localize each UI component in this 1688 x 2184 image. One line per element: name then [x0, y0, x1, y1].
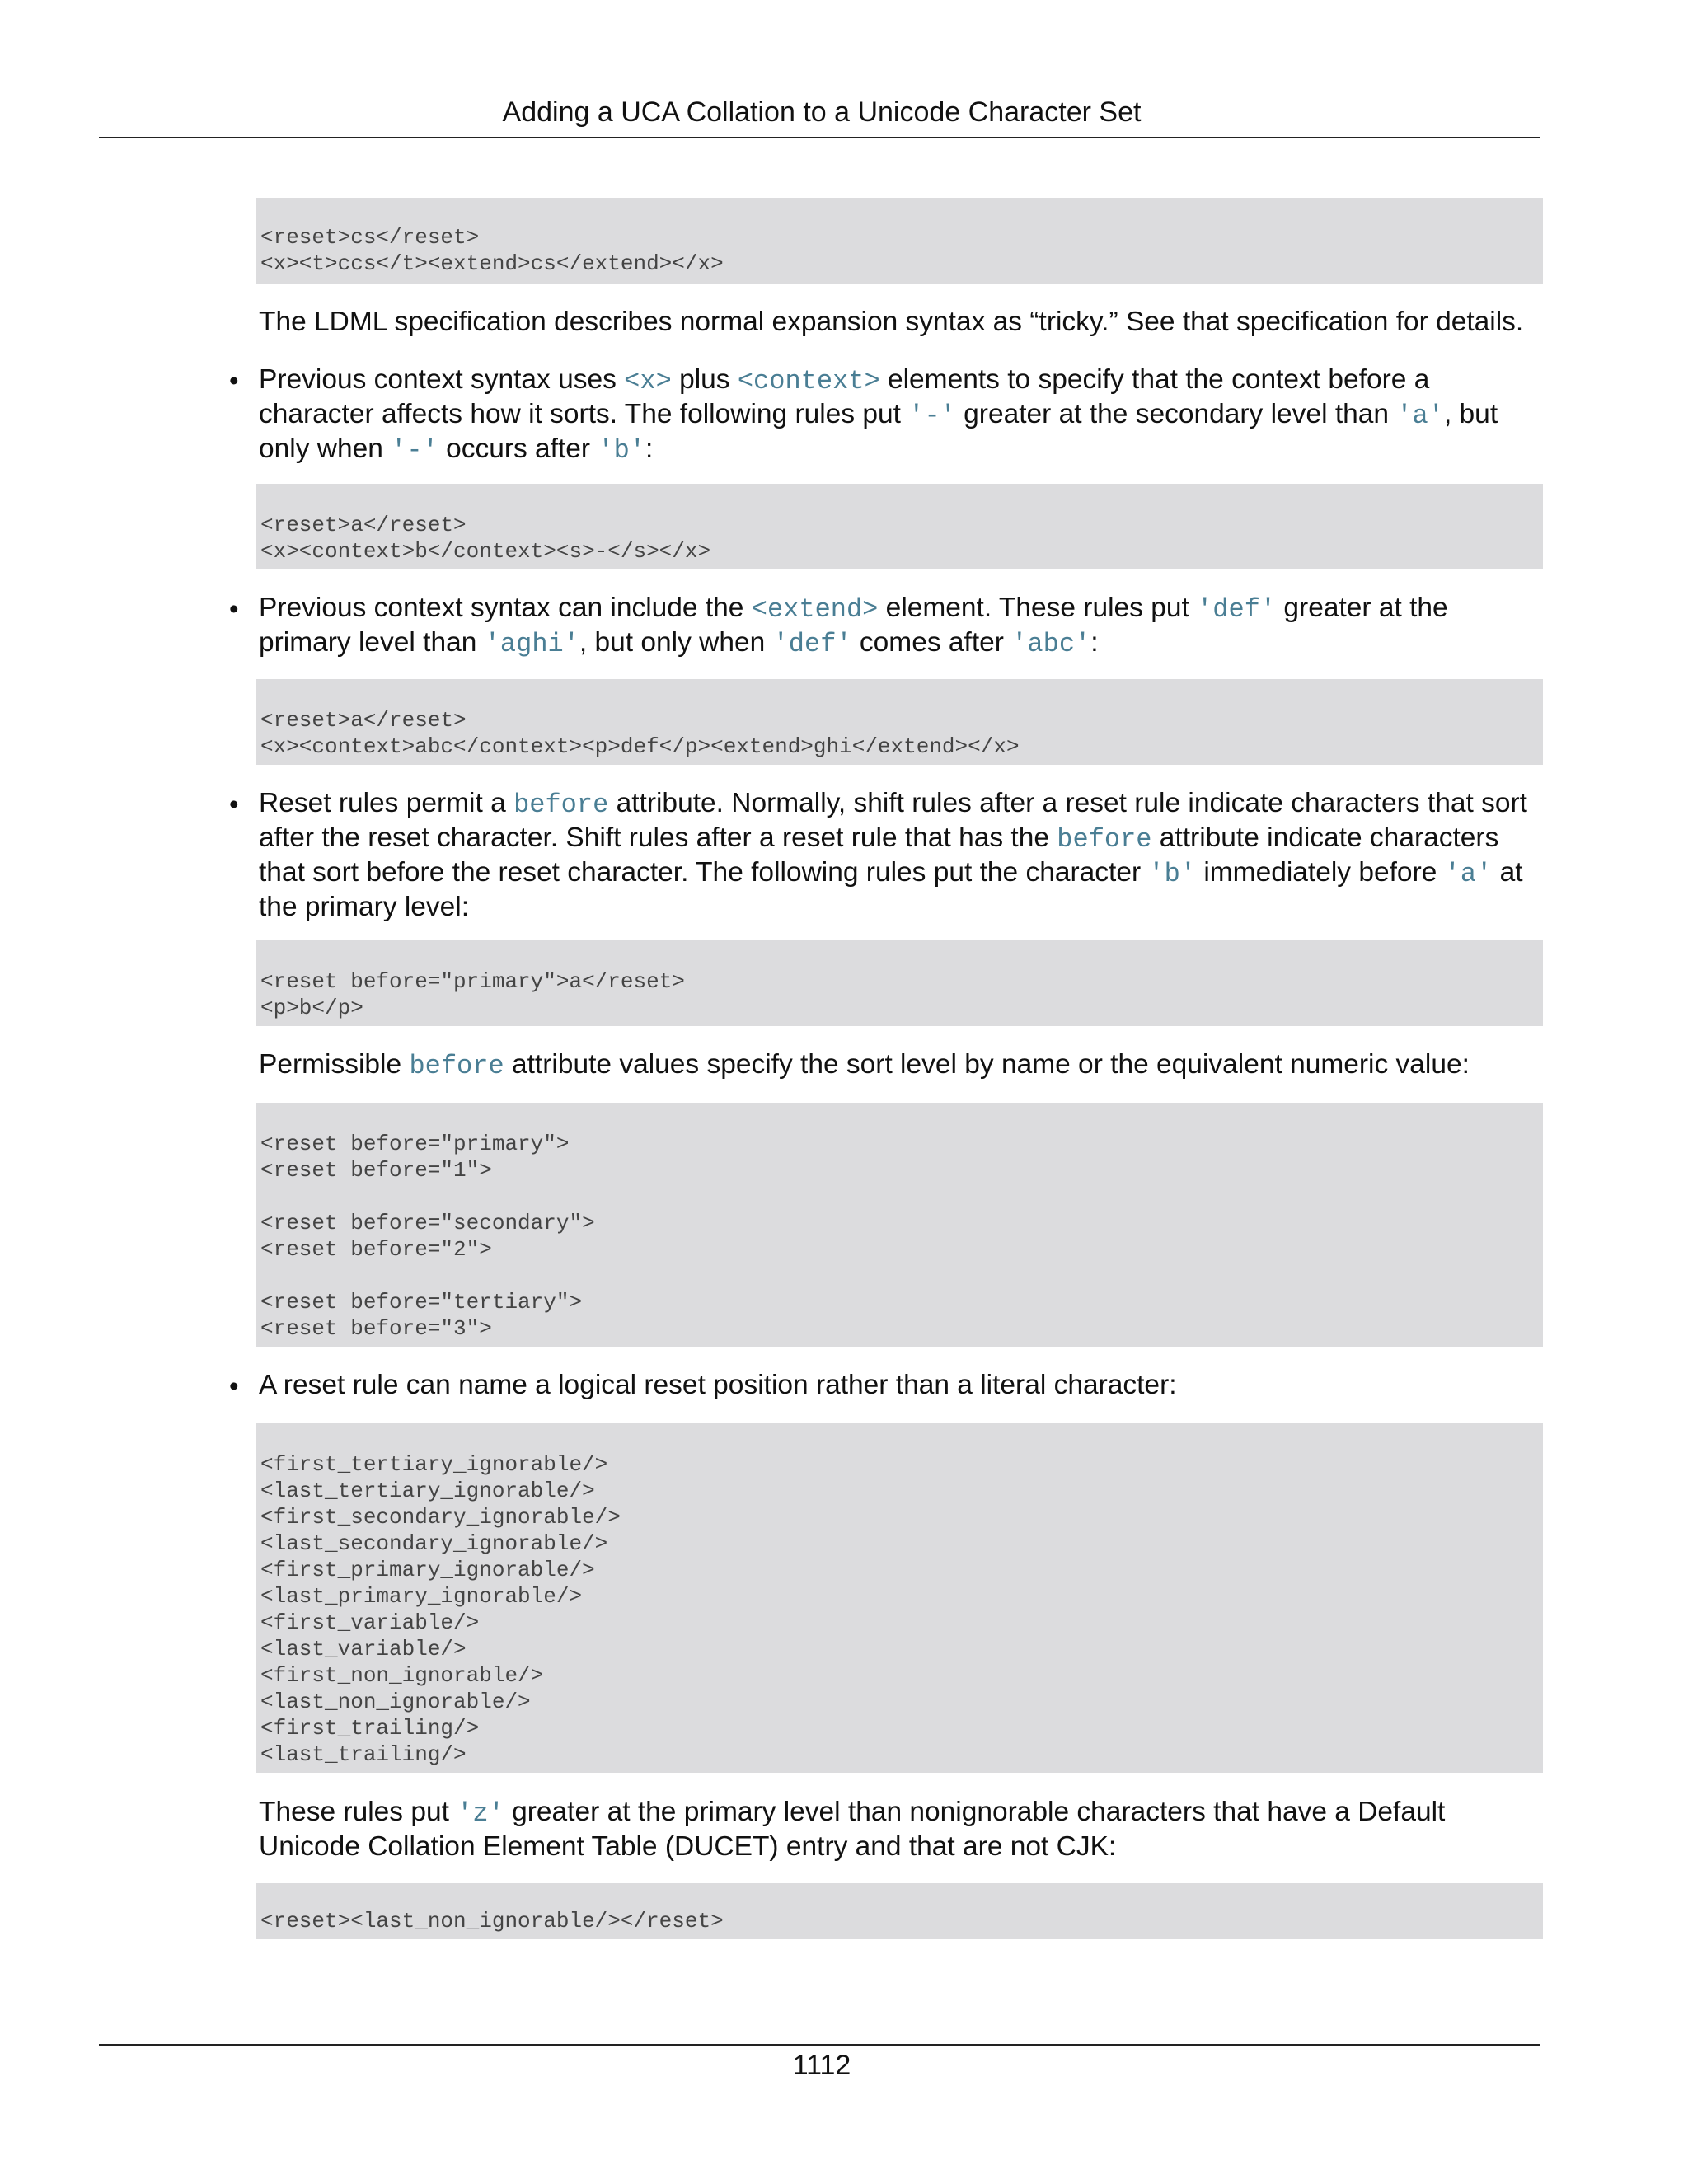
code-block-logical-positions: <first_tertiary_ignorable/> <last_tertiary_ignorable/> <first_secondary_ignorable/> <last_secondary_ignorable/> <first_primary_ignorable/> <last_primary_ignorable/> <first_variable/> <last_variable/> <first_non_ignorable/> <last_non_ignorable/> <first_trailing/> <last_trailing/> [256, 1423, 1543, 1773]
footer-divider [99, 2044, 1540, 2046]
code-block-reset-before-primary: <reset before="primary">a</reset> <p>b</p> [256, 940, 1543, 1026]
code-block-context-b: <reset>a</reset> <x><context>b</context><s>-</s></x> [256, 484, 1543, 569]
page-title: Adding a UCA Collation to a Unicode Character Set [502, 96, 1142, 128]
inline-code: 'z' [457, 1798, 504, 1829]
code-block-context-abc: <reset>a</reset> <x><context>abc</context><p>def</p><extend>ghi</extend></x> [256, 679, 1543, 765]
inline-code: 'a' [1396, 401, 1444, 431]
inline-code: 'aghi' [484, 629, 579, 659]
inline-code: <x> [624, 366, 672, 396]
paragraph-ldml-note: The LDML specification describes normal expansion syntax as “tricky.” See that specification for details. [259, 307, 1524, 337]
inline-code: 'b' [598, 435, 645, 466]
bullet-marker: • [229, 593, 239, 624]
inline-code: 'b' [1148, 859, 1197, 889]
bullet-reset-before: Reset rules permit a before attribute. Normally, shift rules after a reset rule indicate characters that sort after the reset character. Shift rules after a reset rule that has the before attribute indicate characters that sort before the reset character. The following rules put the character 'b' immediately before 'a' at the primary level: [259, 788, 1527, 922]
inline-code: before [409, 1051, 504, 1081]
inline-code: 'a' [1444, 859, 1493, 889]
page-number: 1112 [792, 2050, 851, 2081]
code-block-cs-expansion: <reset>cs</reset> <x><t>ccs</t><extend>cs</extend></x> [256, 198, 1543, 284]
inline-code: '-' [908, 401, 956, 431]
code-block-last-non-ignorable: <reset><last_non_ignorable/></reset> [256, 1883, 1543, 1939]
bullet-marker: • [229, 365, 239, 396]
bullet-logical-reset: A reset rule can name a logical reset position rather than a literal character: [259, 1370, 1177, 1400]
header-divider [99, 137, 1540, 138]
inline-code: 'def' [772, 629, 852, 659]
code-block-before-values: <reset before="primary"> <reset before="1"> <reset before="secondary"> <reset before="2"> <reset before="tertiary"> <reset before="3"> [256, 1103, 1543, 1347]
inline-code: '-' [391, 435, 438, 466]
paragraph-before-values: Permissible before attribute values specify the sort level by name or the equivalent numeric value: [259, 1049, 1470, 1081]
inline-code: 'abc' [1011, 629, 1091, 659]
paragraph-z-rule: These rules put 'z' greater at the primary level than nonignorable characters that have a Default Unicode Collation Element Table (DUCET) entry and that are not CJK: [259, 1797, 1446, 1862]
bullet-extend-element: Previous context syntax can include the <extend> element. These rules put 'def' greater at the primary level than 'aghi', but only when 'def' comes after 'abc': [259, 593, 1448, 659]
bullet-marker: • [229, 789, 239, 819]
bullet-marker: • [229, 1371, 239, 1401]
inline-code: before [1057, 824, 1152, 855]
inline-code: <context> [737, 366, 880, 396]
inline-code: 'def' [1197, 594, 1277, 625]
inline-code: before [513, 790, 609, 820]
inline-code: <extend> [751, 594, 879, 625]
bullet-previous-context: Previous context syntax uses <x> plus <context> elements to specify that the context before a character affects how it sorts. The following rules put '-' greater at the secondary level than 'a', but only when '-' occurs after 'b': [259, 364, 1498, 466]
